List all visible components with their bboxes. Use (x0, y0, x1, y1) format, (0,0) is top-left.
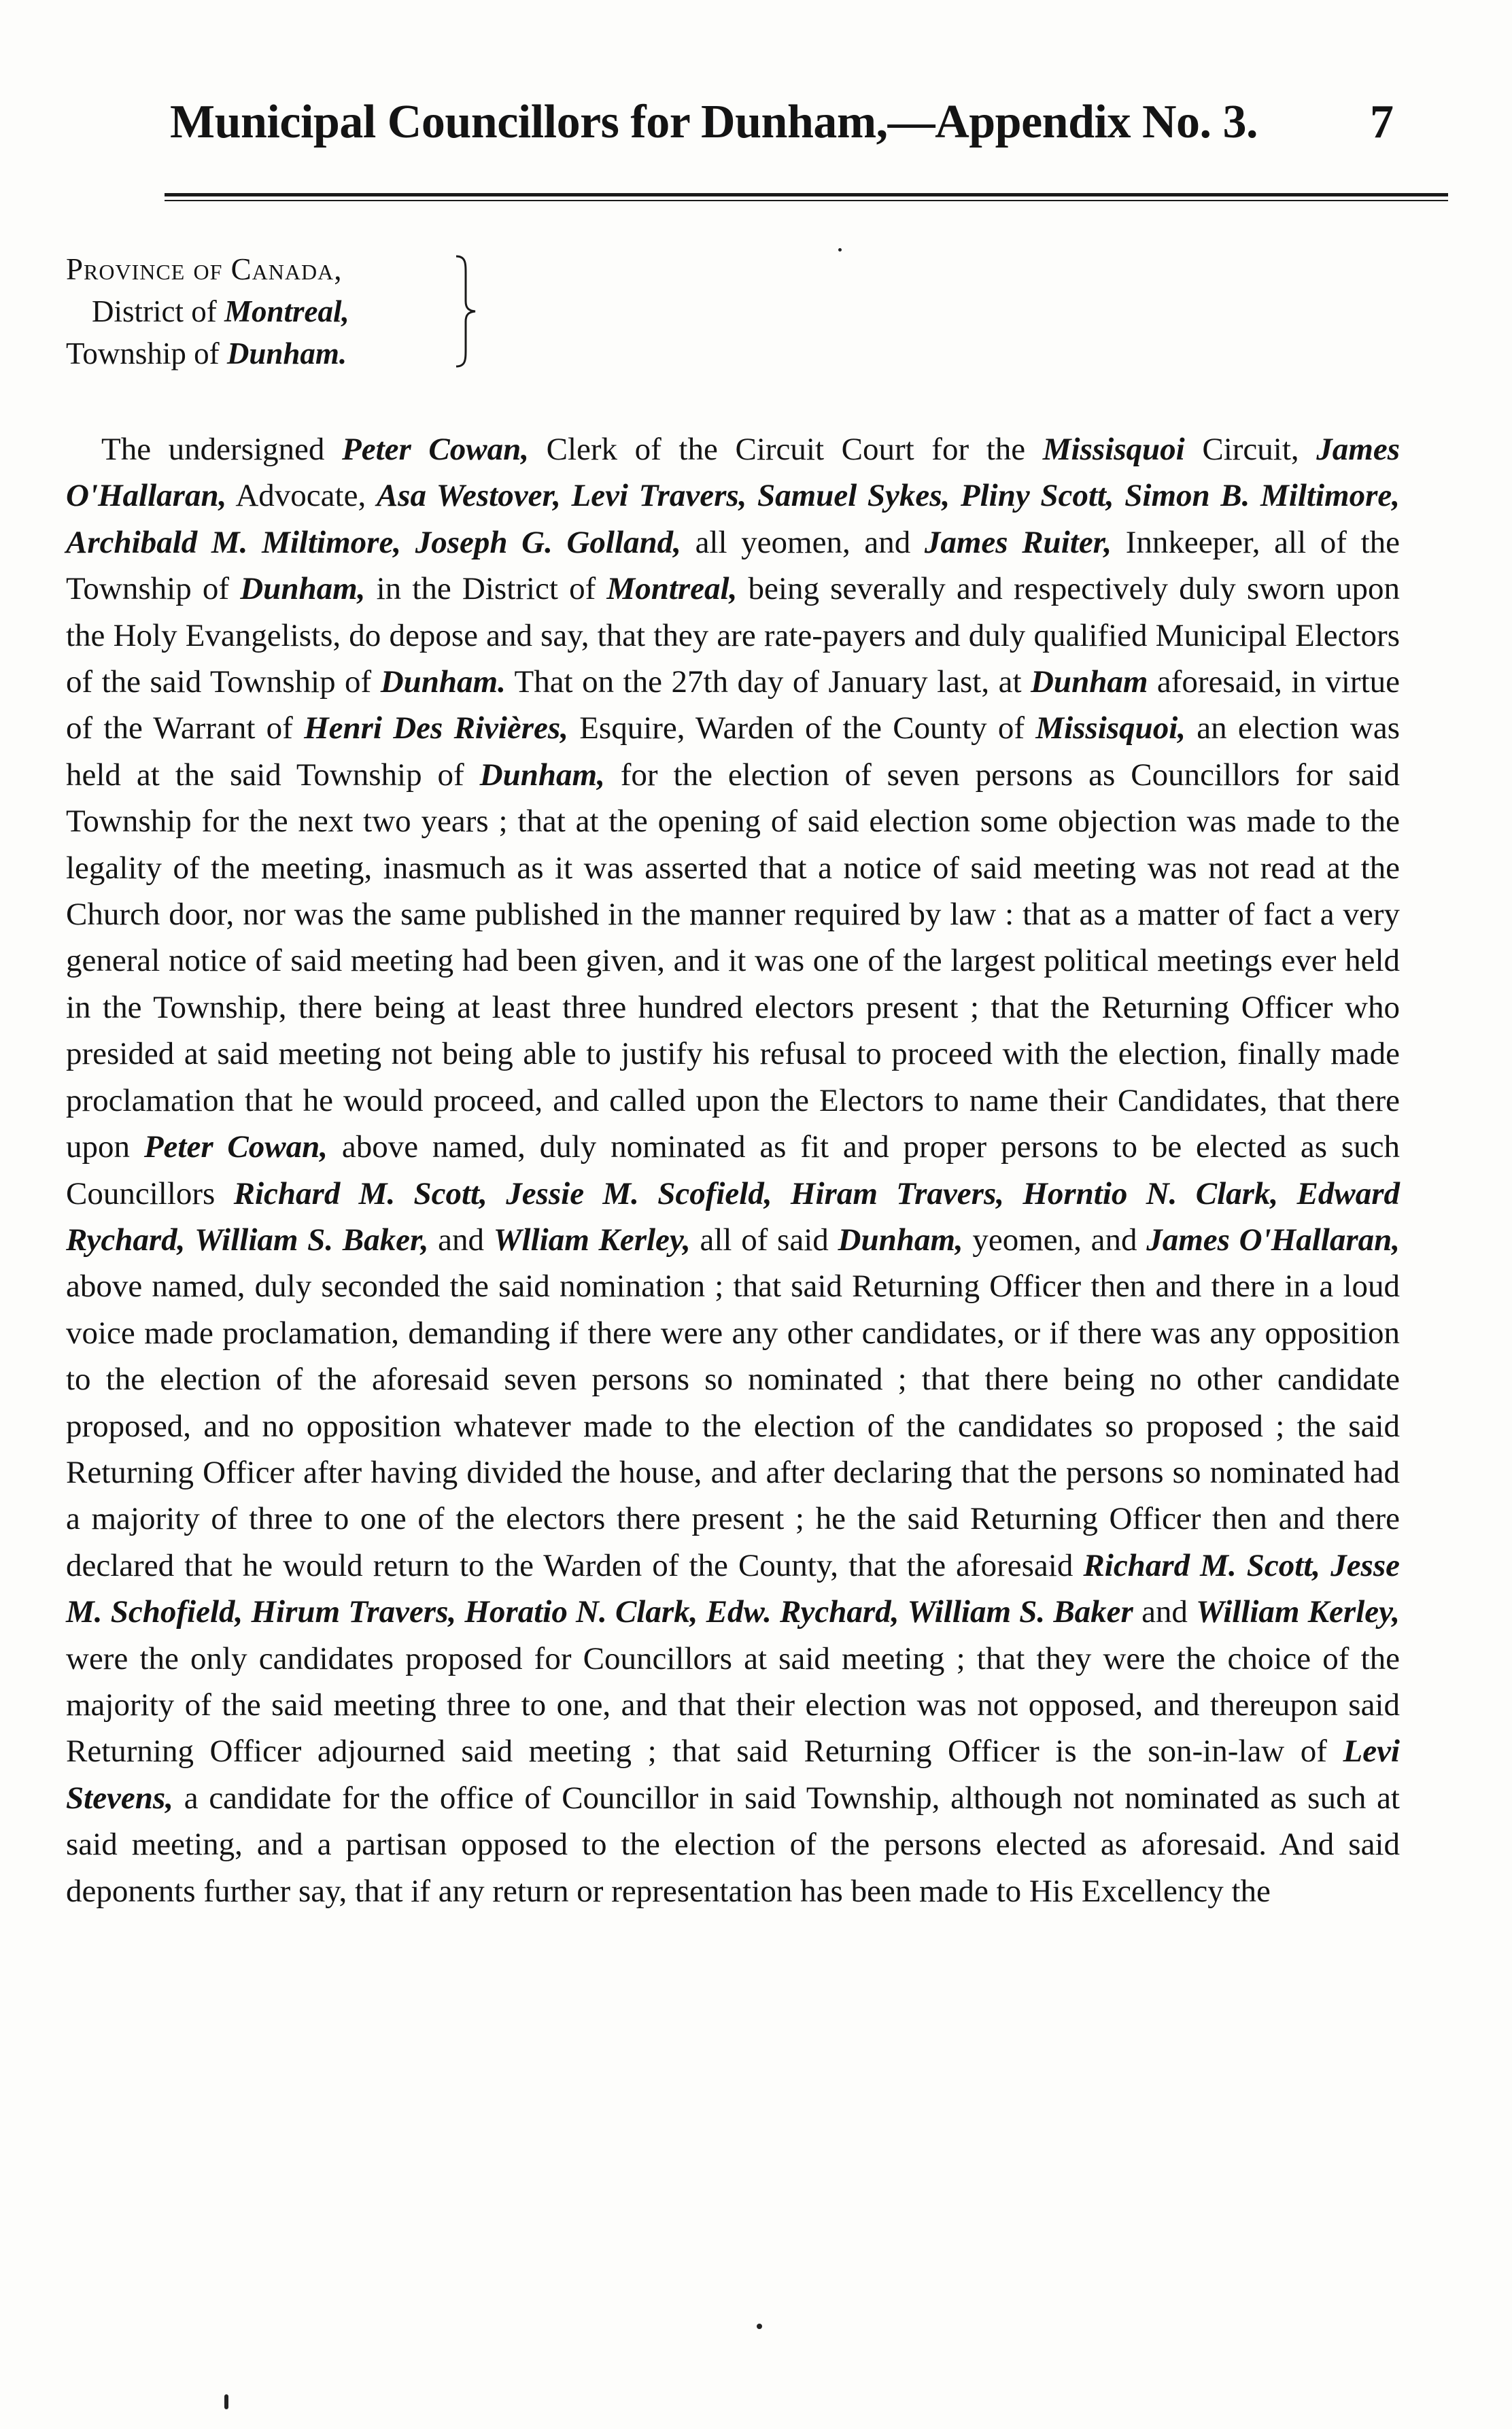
body-text-run (401, 525, 415, 560)
proper-name: Levi Travers, (571, 478, 747, 514)
body-text-run: Clerk of the Circuit Court for the (529, 432, 1043, 467)
proper-name: Hiram Travers, (790, 1175, 1004, 1211)
body-text-run: Advocate, (226, 478, 377, 514)
venue-province: Province of Canada, (66, 252, 343, 286)
proper-name: Joseph G. Golland, (415, 524, 681, 560)
page-number: 7 (1370, 96, 1394, 148)
body-text-run: That on the 27th day of January last, at (505, 664, 1031, 700)
venue-township (66, 332, 349, 375)
body-text-run (950, 478, 961, 513)
header-rule-thin (165, 200, 1448, 201)
venue-brace (452, 254, 479, 369)
proper-name: Richard M. Scott, (1083, 1547, 1321, 1583)
venue-district-prefix: District of (92, 294, 224, 328)
print-speck (757, 2324, 762, 2329)
body-text-run: being severally and respectively duly sworn upon the Holy Evangelists, do depose and say, that they are rate-payers and duly qualified Municipal Electors of the said Township of (66, 571, 1401, 700)
body-text-run (1278, 1176, 1296, 1211)
body-text-run: above named, duly nominated as fit and proper persons to be elected as such Councillors (66, 1129, 1400, 1211)
deposition-paragraph (66, 426, 1400, 1914)
body-text-run: and (1133, 1594, 1197, 1630)
body-text-run: all of said (690, 1222, 838, 1258)
body-text-run: were the only candidates proposed for Councillors at said meeting ; that they were the choice of the majority of the said meeting three to one, and that their election was not opposed, and thereupon said Returning Officer adjourned said meeting ; that said Returning Officer is the son-in-law of (66, 1640, 1400, 1770)
body-text-run: aforesaid, in virtue of the Warrant of (66, 664, 1401, 746)
proper-name: Dunham, (479, 757, 605, 793)
body-text-run: above named, duly seconded the said nomination ; that said Returning Officer then and there in a loud voice made proclamation, demanding if there were any other candidates, or if there was any opposition to the election of the aforesaid seven persons so nominated ; that there being no other candidate proposed, and no opposition whatever made to the election of the candidates so proposed ; the said Returning Officer after having divided the house, and after declaring that the persons so nominated had a majority of three to one of the electors there present ; he the said Returning Officer then and there declared that he would return to the Warden of the County, that the aforesaid (66, 1269, 1400, 1583)
proper-name: James O'Hallaran, (66, 432, 1400, 514)
proper-name: Samuel Sykes, (757, 478, 950, 514)
venue-township-name: Dunham. (226, 337, 347, 371)
header-rule-thick (165, 193, 1448, 196)
proper-name: Pliny Scott, (960, 478, 1114, 514)
proper-name: Simon B. Miltimore, (1124, 478, 1400, 514)
proper-name: William S. Baker, (194, 1222, 429, 1258)
proper-name: Archibald M. Miltimore, (66, 524, 402, 560)
proper-name: Peter Cowan, (342, 432, 530, 467)
body-text-run (1114, 478, 1125, 513)
proper-name: Hirum Travers, (251, 1594, 457, 1630)
proper-name: Edward Rychard, (66, 1175, 1400, 1258)
body-text-run (456, 1594, 464, 1630)
proper-name: Jessie M. Scofield, (506, 1175, 772, 1211)
proper-name: Missisquoi (1042, 432, 1185, 467)
body-text-run: The undersigned (101, 432, 343, 467)
venue-caption (66, 248, 349, 375)
body-text-run (746, 478, 757, 513)
venue-district (66, 290, 349, 332)
proper-name: Missisquoi, (1035, 710, 1186, 746)
body-text-run (698, 1594, 706, 1630)
body-text-run (561, 478, 572, 513)
body-text-run (1320, 1548, 1330, 1583)
body-text-run: Esquire, Warden of the County of (568, 710, 1036, 746)
body-text-run (243, 1594, 251, 1630)
body-text-run (899, 1594, 907, 1630)
body-text-run: Innkeeper, all of the Township of (66, 524, 1400, 607)
proper-name: James Ruiter, (924, 524, 1112, 560)
proper-name: Wlliam Kerley, (493, 1222, 691, 1258)
body-text-run: an election was held at the said Township of (66, 710, 1400, 793)
body-text-run (772, 1176, 791, 1211)
body-text-run (1004, 1176, 1023, 1211)
proper-name: Richard M. Scott, (233, 1175, 487, 1211)
body-text-run: for the election of seven persons as Councillors for said Township for the next two years ; that at the opening of said election some objection was made to the legality of the meeting, inasmuch as it was asserted that a notice of said meeting was not read at the Church door, nor was the same published in the manner required by law : that as a matter of fact a very general notice of said meeting had been given, and it was one of the largest political meetings ever held in the Township, there being at least three hundred electors present ; that the Returning Officer who presided at said meeting not being able to justify his refusal to proceed with the election, finally made proclamation that he would proceed, and called upon the Electors to name their Candidates, that there upon (66, 757, 1400, 1165)
proper-name: Edw. Rychard, (706, 1594, 899, 1630)
proper-name: Dunham. (380, 664, 506, 700)
proper-name: Asa Westover, (376, 478, 561, 514)
body-text-run (487, 1176, 506, 1211)
running-title: Municipal Councillors for Dunham,—Appendix No. 3. (170, 96, 1258, 148)
body-text-run: all yeomen, and (681, 524, 925, 560)
proper-name: Dunham, (838, 1222, 963, 1258)
proper-name: Dunham (1030, 664, 1148, 700)
body-text-run (185, 1222, 194, 1258)
body-text-run: and (428, 1222, 494, 1258)
proper-name: William S. Baker (907, 1594, 1133, 1630)
proper-name: Jesse M. Schofield, (66, 1547, 1400, 1630)
venue-township-prefix: Township of (66, 337, 227, 371)
proper-name: Horntio N. Clark, (1023, 1175, 1279, 1211)
venue-district-name: Montreal, (224, 294, 349, 328)
proper-name: Levi Stevens, (66, 1734, 1400, 1816)
running-head (170, 95, 1394, 156)
proper-name: Henri Des Rivières, (304, 710, 568, 746)
proper-name: James O'Hallaran, (1146, 1222, 1400, 1258)
proper-name: Montreal, (606, 571, 738, 607)
proper-name: Horatio N. Clark, (464, 1594, 698, 1630)
print-speck (224, 2394, 228, 2409)
body-text-run: in the District of (365, 571, 607, 607)
proper-name: William Kerley, (1196, 1594, 1400, 1630)
print-speck (838, 248, 842, 252)
proper-name: Dunham, (240, 571, 366, 607)
body-text-run: yeomen, and (963, 1222, 1147, 1258)
body-text-run: Circuit, (1184, 432, 1317, 467)
proper-name: Peter Cowan, (143, 1129, 328, 1165)
body-text-run: a candidate for the office of Councillor in said Township, although not nominated as such at said meeting, and a partisan opposed to the election of the persons elected as aforesaid. And said deponents further say, that if any return or representation has been made to His Excellency the (66, 1780, 1400, 1909)
